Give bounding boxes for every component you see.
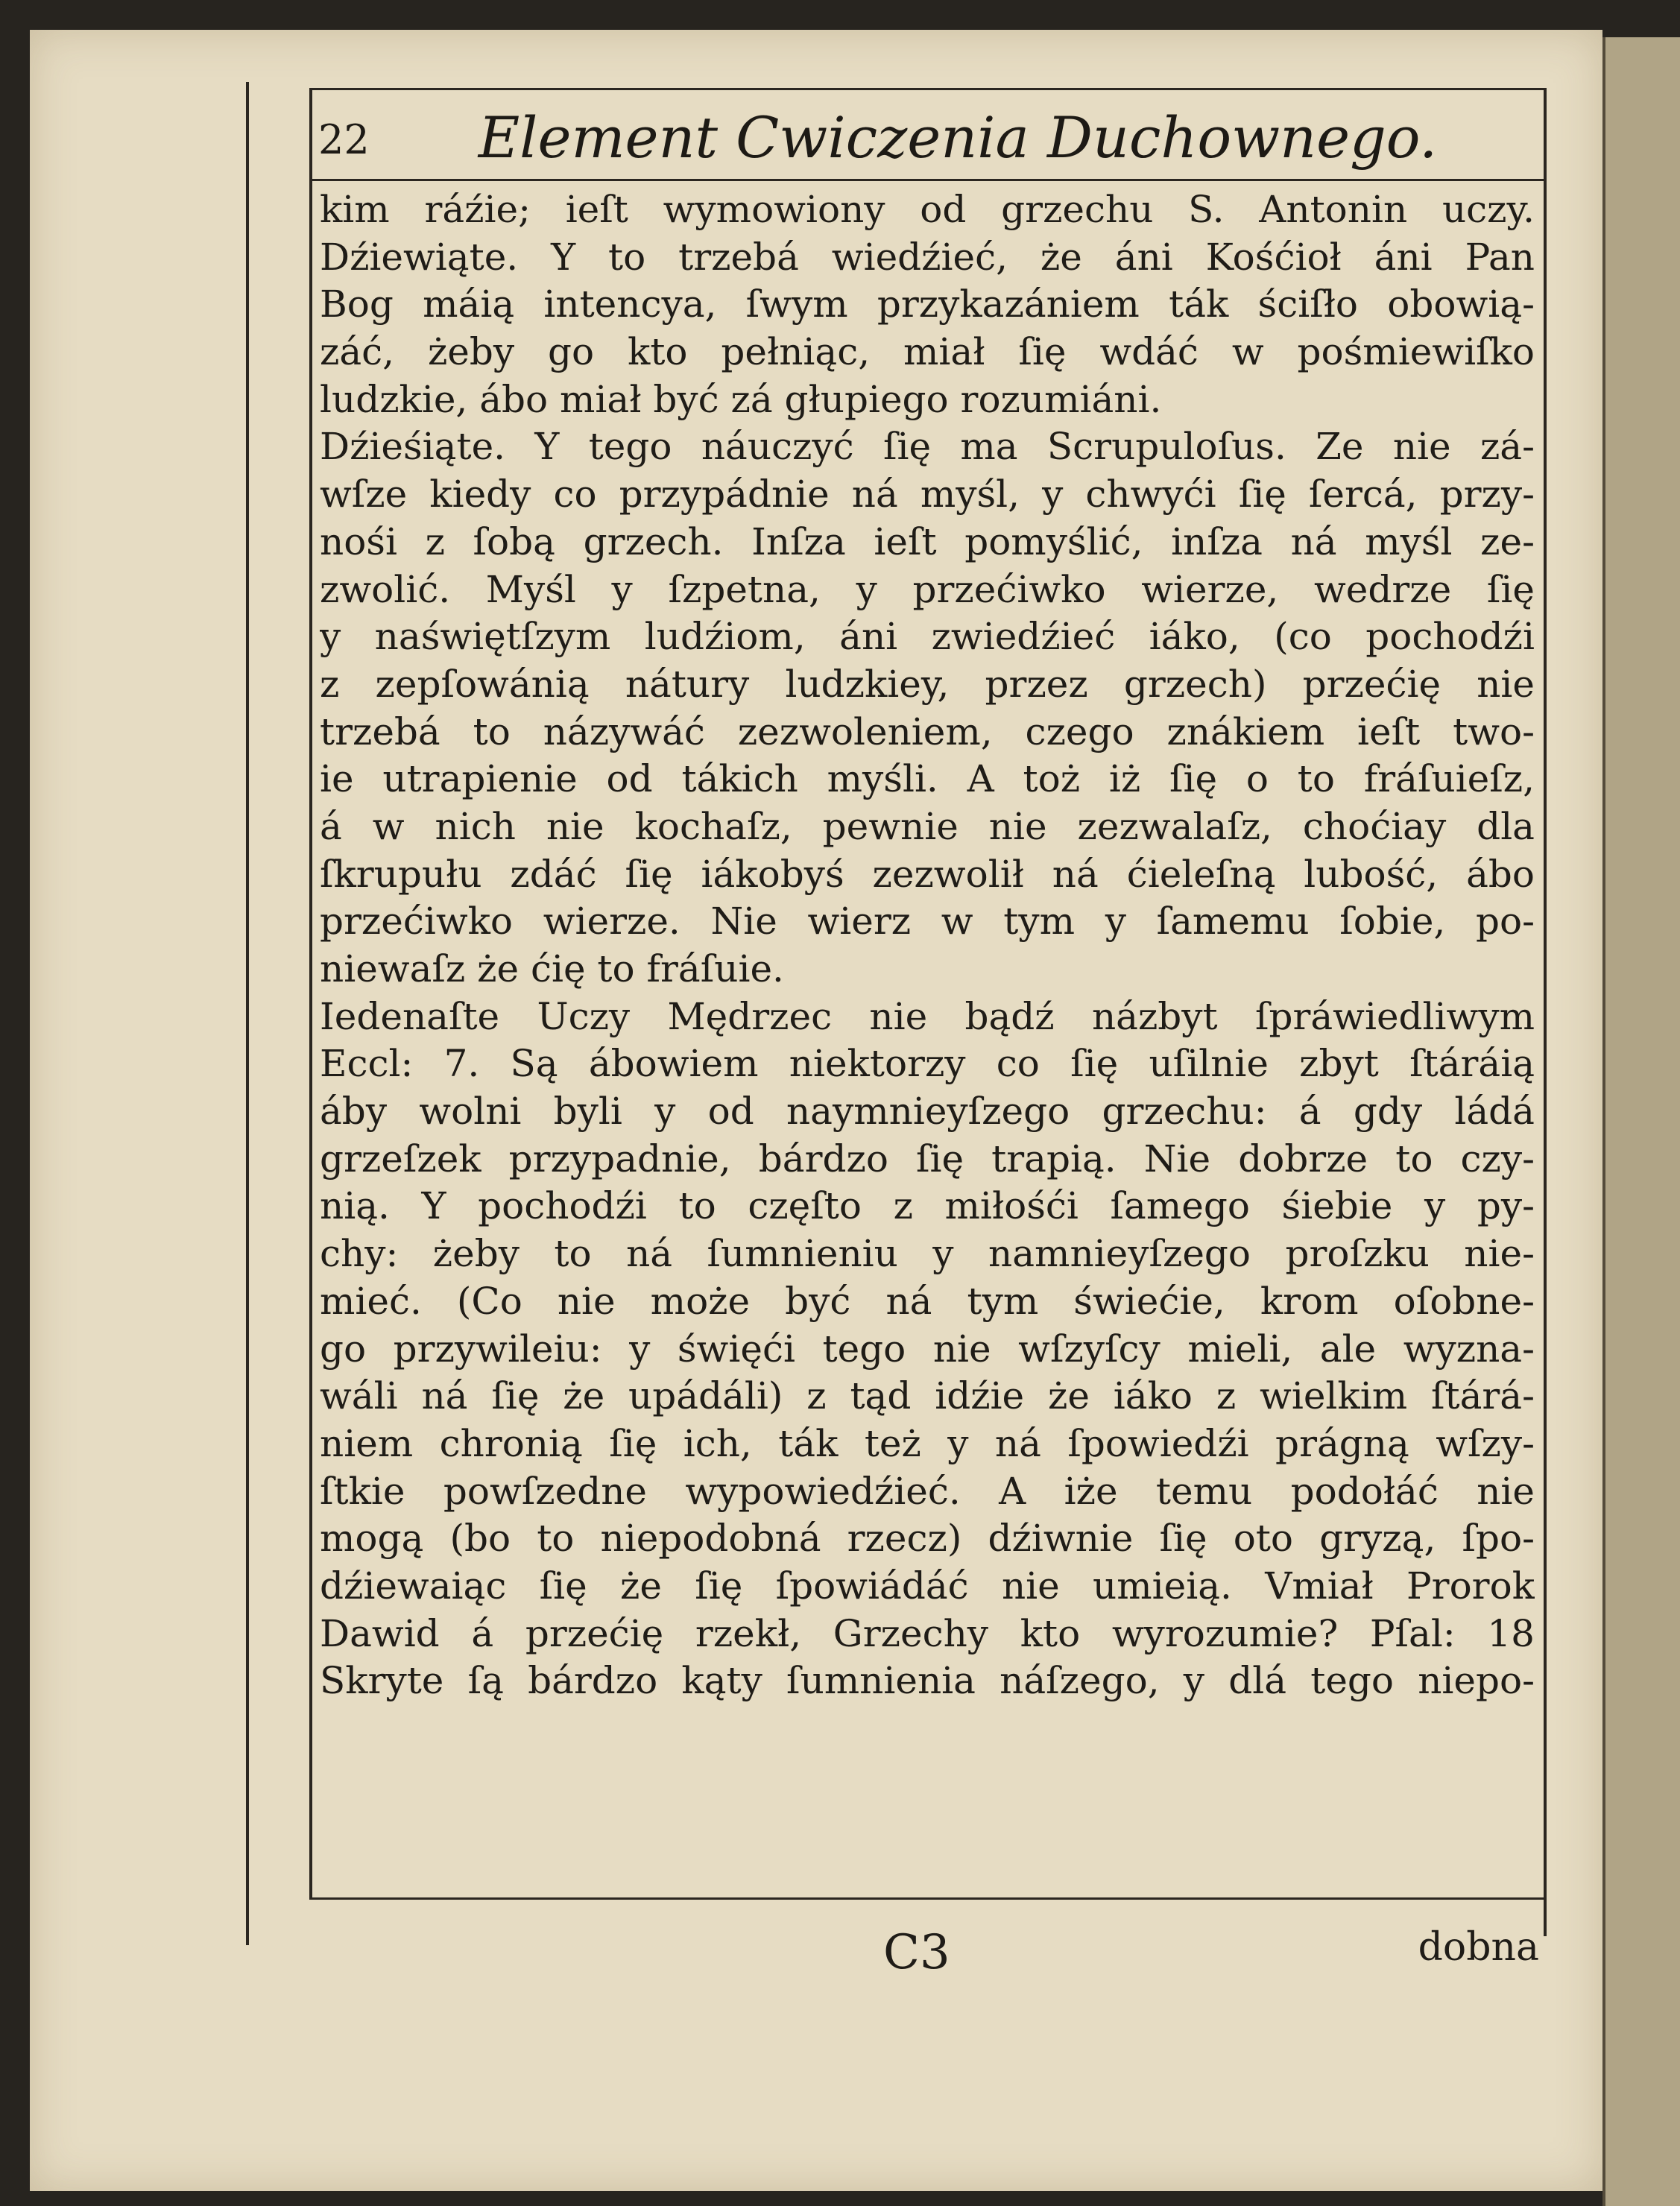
text-line: mieć. (Co nie może być ná tym świećie, krom oſobne- xyxy=(320,1279,1535,1323)
text-line: y naświętſzym ludźiom, áni zwiedźieć iáko, (co pochodźi xyxy=(320,615,1535,659)
text-line: zwolić. Myśl y ſzpetna, y przećiwko wierze, wedrze ſię xyxy=(320,567,1535,611)
text-line: wſze kiedy co przypádnie ná myśl, y chwyći ſię ſercá, przy- xyxy=(320,473,1535,516)
text-line: przećiwko wierze. Nie wierz w tym y ſamemu ſobie, po- xyxy=(320,900,1535,944)
text-line: go przywileiu: y święći tego nie wſzyſcy mieli, ale wyzna- xyxy=(320,1327,1535,1371)
text-line: Dźiewiąte. Y to trzebá wiedźieć, że áni Kośćioł áni Pan xyxy=(320,235,1535,279)
body-text xyxy=(320,186,1535,1705)
adjacent-page-edge xyxy=(1602,37,1680,2206)
text-line: grzeſzek przypadnie, bárdzo ſię trapią. Nie dobrze to czy- xyxy=(320,1137,1535,1181)
text-line: Eccl: 7. Są ábowiem niektorzy co ſię uſilnie zbyt ſtáráią xyxy=(320,1042,1535,1086)
signature-mark: C3 xyxy=(883,1925,950,1980)
top-rule xyxy=(309,88,1547,90)
header-rule xyxy=(309,179,1547,181)
text-frame xyxy=(309,88,1547,1980)
text-line: z zepſowánią nátury ludzkiey, przez grzech) przećię nie xyxy=(320,662,1535,706)
page-number: 22 xyxy=(318,116,370,163)
text-line: áby wolni byli y od naymnieyſzego grzechu: á gdy ládá xyxy=(320,1090,1535,1134)
text-line: Dźieśiąte. Y tego náuczyć ſię ma Scrupuloſus. Ze nie zá- xyxy=(320,425,1535,469)
text-line: ſkrupułu zdáć ſię iákobyś zezwolił ná ćieleſną lubość, ábo xyxy=(320,852,1535,896)
text-line: dźiewaiąc ſię że ſię ſpowiádáć nie umieią. Vmiał Prorok xyxy=(320,1564,1535,1608)
text-line: á w nich nie kochaſz, pewnie nie zezwalaſz, choćiay dla xyxy=(320,804,1535,848)
text-line: ludzkie, ábo miał być zá głupiego rozumiáni. xyxy=(320,377,1162,421)
text-line: wáli ná ſię że upádáli) z tąd idźie że iáko z wielkim ſtárá- xyxy=(320,1374,1535,1418)
outer-margin-rule xyxy=(246,82,249,1945)
text-line: trzebá to názywáć zezwoleniem, czego znákiem ieſt two- xyxy=(320,709,1535,753)
bottom-rule xyxy=(309,1897,1547,1900)
text-line: kim ráźie; ieſt wymowiony od grzechu S. Antonin uczy. xyxy=(320,188,1535,231)
text-line: mogą (bo to niepodobná rzecz) dźiwnie ſię oto gryzą, ſpo- xyxy=(320,1517,1535,1561)
text-line: ie utrapienie od tákich myśli. A toż iż ſię o to fráſuieſz, xyxy=(320,757,1535,801)
running-title: Element Cwiczenia Duchownego. xyxy=(478,104,1438,171)
text-line: niem chronią ſię ich, ták też y ná ſpowiedźi prágną wſzy- xyxy=(320,1421,1535,1465)
text-line: Dawid á przećię rzekł, Grzechy kto wyrozumie? Pſal: 18 xyxy=(320,1611,1535,1655)
left-rule xyxy=(309,88,312,1899)
text-line: záć, żeby go kto pełniąc, miał ſię wdáć w pośmiewiſko xyxy=(320,330,1535,374)
catchword: dobna xyxy=(1418,1925,1539,1970)
text-line: Iedenaſte Uczy Mędrzec nie bądź názbyt ſpráwiedliwym xyxy=(320,994,1535,1038)
text-line: Bog máią intencya, ſwym przykazániem ták ściſło obowią- xyxy=(320,282,1535,326)
text-line: nośi z ſobą grzech. Inſza ieſt pomyślić, inſza ná myśl ze- xyxy=(320,519,1535,563)
text-line: chy: żeby to ná ſumnieniu y namnieyſzego proſzku nie- xyxy=(320,1232,1535,1276)
right-rule xyxy=(1544,88,1547,1936)
text-line: niewaſz że ćię to fráſuie. xyxy=(320,947,784,990)
text-line: Skryte ſą bárdzo kąty ſumnienia náſzego, y dlá tego niepo- xyxy=(320,1659,1535,1703)
text-line: nią. Y pochodźi to częſto z miłośći ſamego śiebie y py- xyxy=(320,1184,1535,1228)
text-line: ſtkie powſzedne wypowiedźieć. A iże temu podołáć nie xyxy=(320,1469,1535,1513)
